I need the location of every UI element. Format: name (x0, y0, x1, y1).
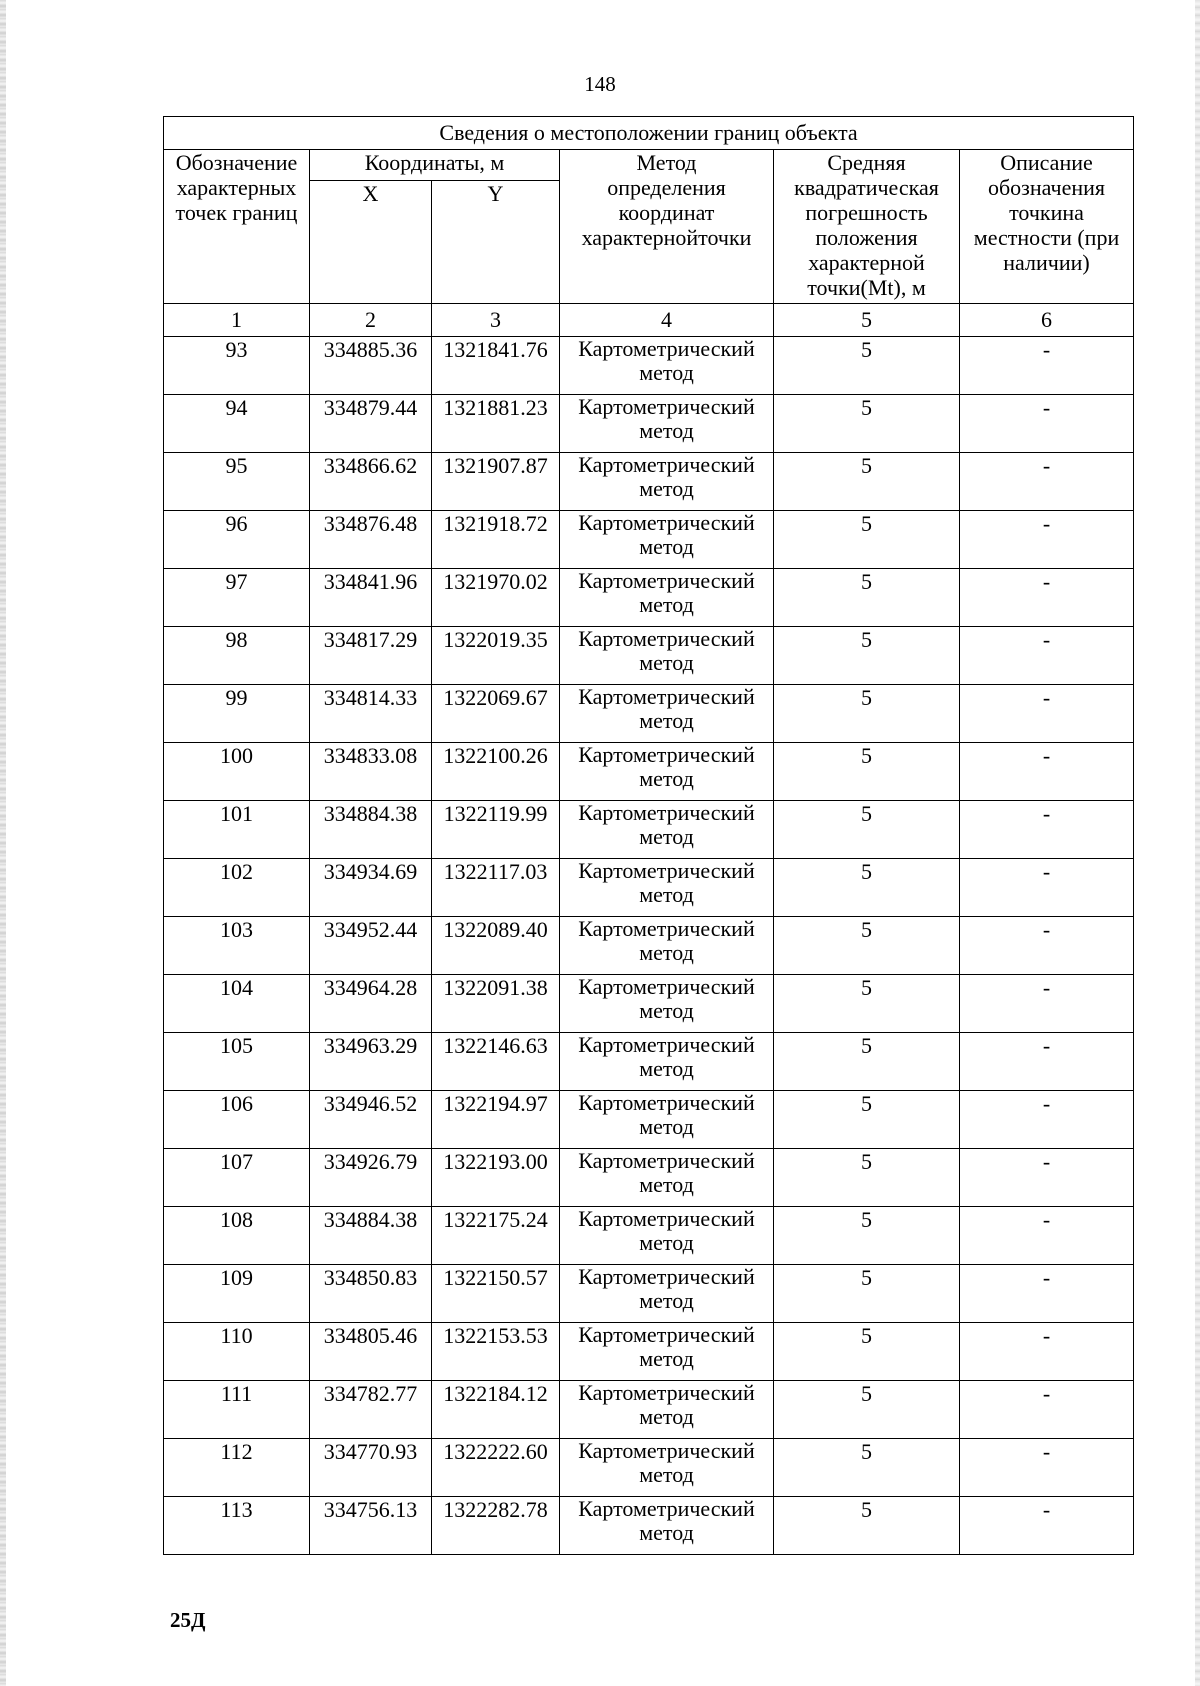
table-row (164, 1497, 1134, 1555)
header-error (774, 150, 960, 304)
table-row (164, 1265, 1134, 1323)
scan-edge-right (1195, 0, 1200, 1686)
cell-description: - (960, 743, 1134, 801)
cell-x: 334805.46 (310, 1323, 432, 1381)
table-row (164, 1439, 1134, 1497)
column-number-row (164, 304, 1134, 337)
cell-description: - (960, 685, 1134, 743)
cell-y: 1322282.78 (432, 1497, 560, 1555)
table-title-row (164, 117, 1134, 150)
column-number: 5 (774, 304, 960, 337)
cell-y: 1322194.97 (432, 1091, 560, 1149)
cell-y: 1322153.53 (432, 1323, 560, 1381)
table-row (164, 859, 1134, 917)
cell-method: Картометрический метод (560, 1497, 774, 1555)
cell-point: 109 (164, 1265, 310, 1323)
table-row (164, 337, 1134, 395)
cell-description: - (960, 1497, 1134, 1555)
cell-description: - (960, 975, 1134, 1033)
table-row (164, 1149, 1134, 1207)
cell-y: 1321841.76 (432, 337, 560, 395)
cell-method: Картометрический метод (560, 1323, 774, 1381)
cell-x: 334814.33 (310, 685, 432, 743)
column-number: 1 (164, 304, 310, 337)
cell-method: Картометрический метод (560, 1149, 774, 1207)
cell-x: 334964.28 (310, 975, 432, 1033)
cell-description: - (960, 1265, 1134, 1323)
cell-point: 113 (164, 1497, 310, 1555)
cell-error: 5 (774, 685, 960, 743)
cell-description: - (960, 337, 1134, 395)
cell-y: 1322184.12 (432, 1381, 560, 1439)
table-row (164, 801, 1134, 859)
cell-description: - (960, 395, 1134, 453)
cell-point: 108 (164, 1207, 310, 1265)
cell-error: 5 (774, 1497, 960, 1555)
cell-description: - (960, 1091, 1134, 1149)
cell-error: 5 (774, 743, 960, 801)
cell-error: 5 (774, 511, 960, 569)
table-row (164, 511, 1134, 569)
cell-description: - (960, 1149, 1134, 1207)
table-title: Сведения о местоположении границ объекта (164, 117, 1134, 150)
cell-error: 5 (774, 801, 960, 859)
cell-point: 103 (164, 917, 310, 975)
cell-x: 334770.93 (310, 1439, 432, 1497)
table-row (164, 453, 1134, 511)
header-method-text: Метод определения координат характернойточки (581, 150, 752, 250)
cell-x: 334879.44 (310, 395, 432, 453)
cell-error: 5 (774, 1265, 960, 1323)
cell-description: - (960, 1381, 1134, 1439)
cell-method: Картометрический метод (560, 1033, 774, 1091)
cell-description: - (960, 1033, 1134, 1091)
cell-y: 1322100.26 (432, 743, 560, 801)
cell-point: 97 (164, 569, 310, 627)
header-description-text: Описание обозначения точкина местности (при наличии) (973, 150, 1120, 275)
cell-description: - (960, 917, 1134, 975)
table-row (164, 1033, 1134, 1091)
cell-point: 94 (164, 395, 310, 453)
cell-y: 1321918.72 (432, 511, 560, 569)
cell-y: 1322119.99 (432, 801, 560, 859)
cell-y: 1322146.63 (432, 1033, 560, 1091)
table-row (164, 627, 1134, 685)
cell-description: - (960, 1207, 1134, 1265)
cell-x: 334963.29 (310, 1033, 432, 1091)
header-method (560, 150, 774, 304)
header-error-text: Средняя квадратическая погрешность положения характерной точки(Mt), м (794, 150, 939, 300)
cell-y: 1322117.03 (432, 859, 560, 917)
cell-description: - (960, 801, 1134, 859)
cell-method: Картометрический метод (560, 685, 774, 743)
cell-error: 5 (774, 627, 960, 685)
cell-y: 1322091.38 (432, 975, 560, 1033)
header-coordinates: Координаты, м (310, 150, 560, 181)
column-number: 6 (960, 304, 1134, 337)
cell-point: 96 (164, 511, 310, 569)
footer-code: 25Д (170, 1608, 206, 1632)
cell-point: 98 (164, 627, 310, 685)
cell-y: 1322019.35 (432, 627, 560, 685)
cell-description: - (960, 859, 1134, 917)
cell-y: 1322069.67 (432, 685, 560, 743)
table-row (164, 569, 1134, 627)
cell-y: 1322222.60 (432, 1439, 560, 1497)
cell-description: - (960, 453, 1134, 511)
cell-x: 334817.29 (310, 627, 432, 685)
table-row (164, 975, 1134, 1033)
cell-error: 5 (774, 975, 960, 1033)
cell-error: 5 (774, 1323, 960, 1381)
cell-error: 5 (774, 1091, 960, 1149)
cell-method: Картометрический метод (560, 1439, 774, 1497)
cell-method: Картометрический метод (560, 1207, 774, 1265)
table-row (164, 395, 1134, 453)
cell-method: Картометрический метод (560, 337, 774, 395)
cell-error: 5 (774, 917, 960, 975)
header-designation-text: Обозначение характерных точек границ (175, 150, 298, 225)
column-number: 2 (310, 304, 432, 337)
cell-y: 1321881.23 (432, 395, 560, 453)
cell-x: 334946.52 (310, 1091, 432, 1149)
table-row (164, 1091, 1134, 1149)
cell-point: 99 (164, 685, 310, 743)
cell-x: 334841.96 (310, 569, 432, 627)
cell-point: 93 (164, 337, 310, 395)
cell-y: 1321907.87 (432, 453, 560, 511)
cell-x: 334884.38 (310, 801, 432, 859)
cell-point: 112 (164, 1439, 310, 1497)
cell-method: Картометрический метод (560, 1265, 774, 1323)
cell-x: 334876.48 (310, 511, 432, 569)
boundary-table (163, 116, 1134, 1555)
cell-x: 334866.62 (310, 453, 432, 511)
header-y: Y (432, 181, 560, 304)
cell-point: 105 (164, 1033, 310, 1091)
header-x: X (310, 181, 432, 304)
cell-x: 334756.13 (310, 1497, 432, 1555)
page-number: 148 (584, 72, 616, 96)
cell-error: 5 (774, 1033, 960, 1091)
cell-x: 334884.38 (310, 1207, 432, 1265)
cell-error: 5 (774, 1439, 960, 1497)
header-designation (164, 150, 310, 304)
cell-x: 334833.08 (310, 743, 432, 801)
column-number: 3 (432, 304, 560, 337)
cell-x: 334952.44 (310, 917, 432, 975)
table-row (164, 1381, 1134, 1439)
cell-point: 95 (164, 453, 310, 511)
table-row (164, 917, 1134, 975)
cell-x: 334926.79 (310, 1149, 432, 1207)
cell-method: Картометрический метод (560, 453, 774, 511)
cell-method: Картометрический метод (560, 1091, 774, 1149)
cell-point: 111 (164, 1381, 310, 1439)
cell-x: 334782.77 (310, 1381, 432, 1439)
table-body (164, 337, 1134, 1555)
cell-error: 5 (774, 859, 960, 917)
cell-error: 5 (774, 453, 960, 511)
table-row (164, 1207, 1134, 1265)
header-row (164, 150, 1134, 181)
cell-x: 334934.69 (310, 859, 432, 917)
cell-point: 100 (164, 743, 310, 801)
table-row (164, 685, 1134, 743)
cell-point: 104 (164, 975, 310, 1033)
cell-method: Картометрический метод (560, 627, 774, 685)
cell-x: 334885.36 (310, 337, 432, 395)
cell-method: Картометрический метод (560, 395, 774, 453)
cell-description: - (960, 569, 1134, 627)
cell-error: 5 (774, 337, 960, 395)
table-row (164, 1323, 1134, 1381)
cell-point: 110 (164, 1323, 310, 1381)
table-row (164, 743, 1134, 801)
scan-edge-left (0, 0, 6, 1686)
cell-x: 334850.83 (310, 1265, 432, 1323)
cell-description: - (960, 627, 1134, 685)
cell-error: 5 (774, 569, 960, 627)
cell-description: - (960, 1439, 1134, 1497)
cell-method: Картометрический метод (560, 801, 774, 859)
cell-y: 1322089.40 (432, 917, 560, 975)
cell-y: 1322193.00 (432, 1149, 560, 1207)
cell-method: Картометрический метод (560, 743, 774, 801)
cell-point: 102 (164, 859, 310, 917)
cell-point: 106 (164, 1091, 310, 1149)
cell-y: 1322175.24 (432, 1207, 560, 1265)
cell-description: - (960, 1323, 1134, 1381)
cell-point: 101 (164, 801, 310, 859)
cell-method: Картометрический метод (560, 859, 774, 917)
cell-point: 107 (164, 1149, 310, 1207)
column-number: 4 (560, 304, 774, 337)
header-description (960, 150, 1134, 304)
cell-method: Картометрический метод (560, 511, 774, 569)
cell-method: Картометрический метод (560, 917, 774, 975)
cell-error: 5 (774, 1381, 960, 1439)
cell-method: Картометрический метод (560, 569, 774, 627)
cell-method: Картометрический метод (560, 975, 774, 1033)
cell-error: 5 (774, 1207, 960, 1265)
cell-description: - (960, 511, 1134, 569)
cell-error: 5 (774, 1149, 960, 1207)
cell-y: 1322150.57 (432, 1265, 560, 1323)
cell-error: 5 (774, 395, 960, 453)
cell-y: 1321970.02 (432, 569, 560, 627)
cell-method: Картометрический метод (560, 1381, 774, 1439)
